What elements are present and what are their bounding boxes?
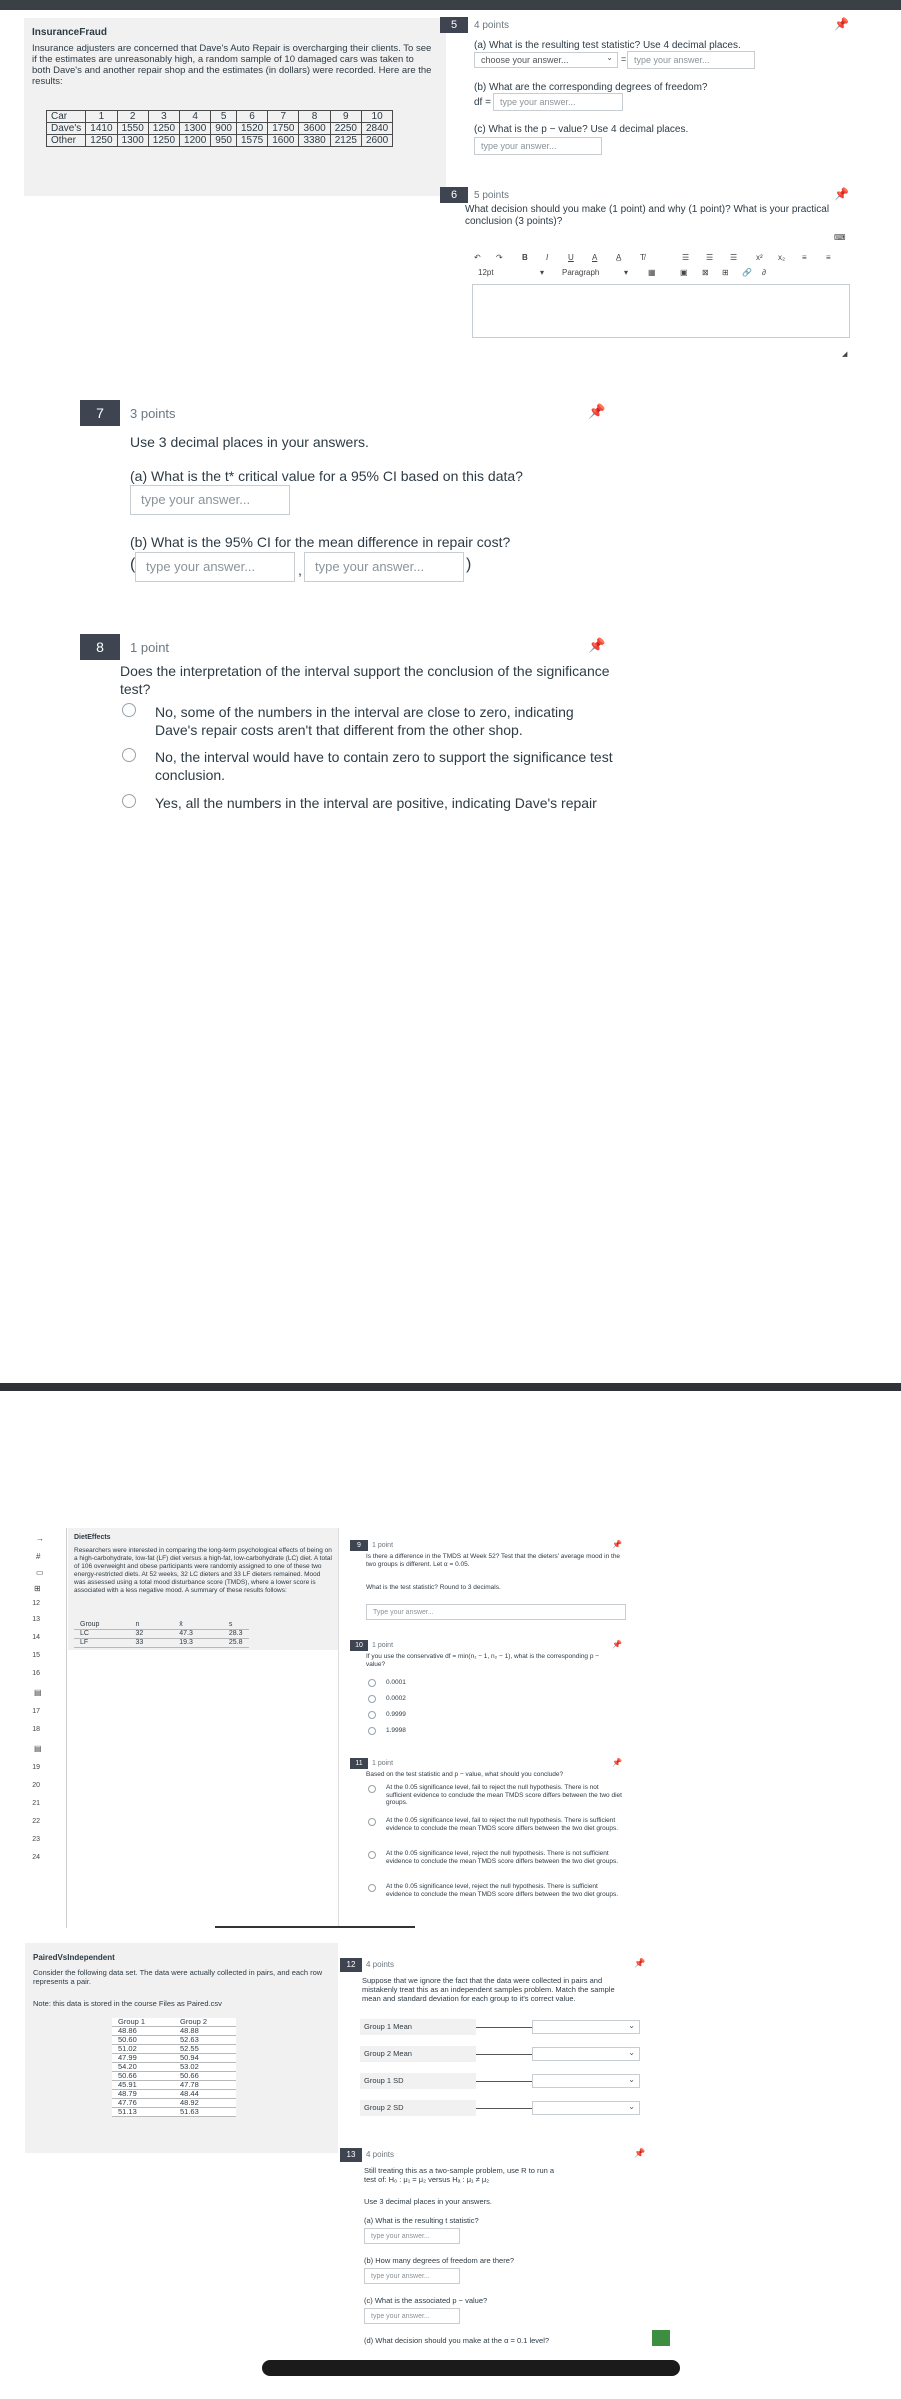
table-cell: 48.44 (174, 2090, 236, 2099)
table-cell: 1410 (86, 123, 117, 135)
top-window-bar (0, 0, 901, 10)
q13b-input[interactable]: type your answer... (364, 2268, 460, 2284)
question-9-sub: What is the test statistic? Round to 3 decimals. (366, 1584, 501, 1591)
sidebar-item[interactable]: 15 (32, 1652, 40, 1659)
bottom-drawer-handle[interactable] (262, 2360, 680, 2376)
table-cell: 47.78 (174, 2081, 236, 2090)
table-cell: 45.91 (112, 2081, 174, 2090)
editor-toolbar (472, 250, 850, 280)
q5b-input[interactable]: type your answer... (493, 93, 623, 111)
table-cell: 10 (361, 111, 392, 123)
table-cell: 900 (211, 123, 237, 135)
table-cell: 47.3 (149, 1630, 199, 1639)
sidebar-item[interactable]: 12 (32, 1600, 40, 1607)
panel-divider (338, 1528, 339, 1928)
q8-option-label[interactable]: No, some of the numbers in the interval are close to zero, indicating Dave's repair costs aren't that different from the other shop. (155, 704, 574, 738)
q10-option-label[interactable]: 1.9998 (386, 1727, 406, 1734)
table-cell: 52.63 (174, 2036, 236, 2045)
table-cell: 7 (268, 111, 299, 123)
table-cell: 50.66 (174, 2072, 236, 2081)
table-cell: 53.02 (174, 2063, 236, 2072)
list-icon[interactable]: ▤ (34, 1688, 42, 1697)
table-cell: 1575 (236, 135, 267, 147)
question-13c-text: (c) What is the associated p − value? (364, 2296, 488, 2305)
question-9-points: 1 point (372, 1542, 394, 1549)
table-cell: 1550 (117, 123, 148, 135)
q10-option-radio[interactable] (368, 1695, 376, 1703)
pin-icon[interactable]: 📌 (588, 403, 606, 419)
table-cell: x̄ (149, 1621, 199, 1630)
question-13-number: 13 (340, 2148, 362, 2162)
calendar-icon[interactable]: ▭ (36, 1568, 44, 1577)
question-9-text: Is there a difference in the TMDS at Week 52? Test that the dieters' average mood in the two groups is different. Let α = 0.05. (366, 1553, 621, 1568)
insurance-table (46, 110, 393, 147)
table-cell: 1300 (180, 123, 211, 135)
question-13b-text: (b) How many degrees of freedom are there? (364, 2256, 515, 2265)
match-line (476, 2054, 532, 2055)
q11-option-radio[interactable] (368, 1818, 376, 1826)
q8-option-radio[interactable] (122, 794, 136, 808)
undo-icon[interactable]: ↶ (474, 253, 481, 262)
table-cell: 5 (211, 111, 237, 123)
match-select[interactable] (532, 2020, 640, 2034)
q11-option-radio[interactable] (368, 1785, 376, 1793)
table-cell: 51.02 (112, 2045, 174, 2054)
table-cell: 3600 (299, 123, 330, 135)
q11-option-radio[interactable] (368, 1884, 376, 1892)
q10-option-radio[interactable] (368, 1711, 376, 1719)
table-header-row (74, 1621, 249, 1630)
table-cell: Group 1 (112, 2018, 174, 2027)
q11-option-label[interactable]: At the 0.05 significance level, fail to reject the null hypothesis. There is sufficient evidence to conclude the mean TMDS score differs between the two diet groups. (386, 1817, 619, 1832)
paired-table (112, 2018, 236, 2117)
question-12-text: Suppose that we ignore the fact that the data were collected in pairs and mistakenly treat this as an independent samples problem. Match the sample mean and standard deviation for each group to it's correct value. (362, 1976, 615, 2003)
pin-icon[interactable]: 📌 (834, 17, 849, 31)
question-13d-text: (d) What decision should you make at the α = 0.1 level? (364, 2336, 550, 2345)
q8-option-radio[interactable] (122, 748, 136, 762)
image-icon[interactable]: ▣ (680, 268, 688, 277)
paired-note: Note: this data is stored in the course Files as Paired.csv (33, 1999, 222, 2008)
sidebar-item[interactable]: 19 (32, 1764, 40, 1771)
table-cell: 28.3 (199, 1630, 249, 1639)
table-cell: 3 (148, 111, 179, 123)
diet-body: Researchers were interested in comparing the long-term psychological effects of being on a high-carbohydrate, low-fat (LF) diet versus a high-fat, low-carbohydrate (LC) diet. A total of 106 overweight and obese participants were randomly assigned to one of these two energy-restricted diets. At 52 weeks, 32 LC dieters and 33 LF dieters remained. Mood was assessed using a total mood disturbance score (TMDS), where a lower score is associated with a less negative mood. A summary of these results follows: (74, 1547, 332, 1594)
table-cell: 2 (117, 111, 148, 123)
table-cell: 50.94 (174, 2054, 236, 2063)
q11-option-radio[interactable] (368, 1851, 376, 1859)
question-8-number: 8 (80, 634, 120, 660)
align-center-icon[interactable]: ☰ (706, 253, 714, 262)
sidebar-item[interactable]: 14 (32, 1634, 40, 1641)
q9-input[interactable]: Type your answer... (366, 1604, 626, 1620)
match-line (476, 2081, 532, 2082)
keyboard-icon[interactable]: ⌨ (834, 233, 846, 242)
question-7b-text: (b) What is the 95% CI for the mean difference in repair cost? (130, 534, 511, 550)
align-left-icon[interactable]: ☰ (682, 253, 690, 262)
green-status-marker (652, 2330, 670, 2346)
table-cell: Car (47, 111, 86, 123)
match-line (476, 2027, 532, 2028)
q7b-upper-input[interactable]: type your answer... (304, 552, 464, 582)
numbered-list-icon[interactable]: ≡ (826, 253, 831, 262)
q7a-input[interactable]: type your answer... (130, 485, 290, 515)
chevron-down-icon: ▾ (624, 268, 629, 277)
table-cell: s (199, 1621, 249, 1630)
subscript-icon[interactable]: x₂ (778, 253, 786, 262)
table-row (47, 123, 393, 135)
question-12-number: 12 (340, 1958, 362, 1972)
question-7-number: 7 (80, 400, 120, 426)
table-cell: Other (47, 135, 86, 147)
table-cell: 48.92 (174, 2099, 236, 2108)
q13c-input[interactable]: type your answer... (364, 2308, 460, 2324)
ci-comma: , (298, 562, 302, 578)
resize-handle-icon[interactable]: ◢ (842, 351, 848, 358)
table-cell: LC (74, 1630, 105, 1639)
table-cell: 52.55 (174, 2045, 236, 2054)
q10-option-label[interactable]: 0.0001 (386, 1679, 406, 1686)
table-row (74, 1639, 249, 1648)
table-cell: LF (74, 1639, 105, 1648)
bold-icon[interactable]: B (522, 253, 528, 262)
q10-option-radio[interactable] (368, 1727, 376, 1735)
q11-option-label[interactable]: At the 0.05 significance level, reject the null hypothesis. There is not sufficient evidence to conclude the mean TMDS score differs between the two diet groups. (386, 1850, 619, 1865)
question-11-points: 1 point (372, 1760, 394, 1767)
italic-icon[interactable]: I (546, 253, 549, 262)
question-13-points: 4 points (366, 2150, 395, 2159)
table-cell: 47.76 (112, 2099, 174, 2108)
underline-icon[interactable]: U (568, 253, 574, 262)
q8-option-label[interactable]: No, the interval would have to contain zero to support the significance test conclusion. (155, 749, 613, 783)
question-8-text: Does the interpretation of the interval support the conclusion of the significance test? (120, 663, 610, 697)
question-7a-text: (a) What is the t* critical value for a 95% CI based on this data? (130, 468, 523, 484)
chevron-down-icon: ⌄ (628, 2102, 635, 2111)
question-10-number: 10 (350, 1640, 368, 1651)
table-cell: 1600 (268, 135, 299, 147)
table-cell: 47.99 (112, 2054, 174, 2063)
question-13a-text: (a) What is the resulting t statistic? (364, 2216, 479, 2225)
media-icon[interactable]: ⊠ (702, 268, 709, 277)
ci-close-paren: ) (466, 556, 472, 573)
table-header-row (47, 111, 393, 123)
sidebar-item[interactable]: 21 (32, 1800, 40, 1807)
q5a-input[interactable]: type your answer... (627, 51, 755, 69)
table-cell: 4 (180, 111, 211, 123)
df-label: df = (474, 97, 491, 108)
question-6-points: 5 points (474, 190, 510, 201)
diet-table (74, 1621, 249, 1648)
question-5c-text: (c) What is the p − value? Use 4 decimal places. (474, 124, 689, 135)
pin-icon[interactable]: 📌 (612, 1758, 622, 1767)
question-5-number: 5 (440, 17, 468, 33)
q10-option-label[interactable]: 0.9999 (386, 1711, 406, 1718)
pin-icon[interactable]: 📌 (634, 2148, 646, 2158)
question-5b-text: (b) What are the corresponding degrees of freedom? (474, 82, 708, 93)
table-cell: 1300 (117, 135, 148, 147)
question-5-points: 4 points (474, 20, 510, 31)
pin-icon[interactable]: 📌 (588, 637, 606, 653)
match-select[interactable] (532, 2074, 640, 2088)
question-10-text: If you use the conservative df = min(n₁ − 1, n₂ − 1), what is the corresponding p − value? (366, 1653, 600, 1668)
table-cell: 48.88 (174, 2027, 236, 2036)
list-icon[interactable]: ▤ (34, 1744, 42, 1753)
sidebar-item[interactable]: 22 (32, 1818, 40, 1825)
chevron-down-icon: ⌄ (628, 2021, 635, 2030)
table-cell: 50.60 (112, 2036, 174, 2045)
sidebar-item[interactable]: 24 (32, 1854, 40, 1861)
insurance-title: InsuranceFraud (32, 27, 108, 38)
table-cell: 54.20 (112, 2063, 174, 2072)
q13a-input[interactable]: type your answer... (364, 2228, 460, 2244)
pin-icon[interactable]: 📌 (612, 1640, 622, 1649)
table-cell: 1 (86, 111, 117, 123)
q5a-select[interactable] (474, 52, 618, 68)
q10-option-label[interactable]: 0.0002 (386, 1695, 406, 1702)
diet-title: DietEffects (74, 1534, 111, 1541)
pin-icon[interactable]: 📌 (634, 1958, 646, 1968)
sidebar-item[interactable]: 23 (32, 1836, 40, 1843)
q11-option-label[interactable]: At the 0.05 significance level, reject the null hypothesis. There is sufficient evidence to conclude the mean TMDS score differs between the two diet groups. (386, 1883, 619, 1898)
clear-format-icon[interactable]: T̸ (640, 253, 645, 262)
paragraph-select[interactable]: Paragraph (562, 268, 600, 277)
table-cell: 950 (211, 135, 237, 147)
sidebar-item[interactable]: 20 (32, 1782, 40, 1789)
question-6-number: 6 (440, 187, 468, 203)
table-cell: 50.66 (112, 2072, 174, 2081)
align-right-icon[interactable]: ☰ (730, 253, 738, 262)
equals-sign: = (621, 54, 627, 64)
table-cell: 19.3 (149, 1639, 199, 1648)
chevron-down-icon: ⌄ (606, 53, 613, 62)
table-cell: 3380 (299, 135, 330, 147)
table-cell: 33 (105, 1639, 149, 1648)
link-icon[interactable]: 🔗 (742, 268, 752, 277)
table-cell: Group (74, 1621, 105, 1630)
question-10-points: 1 point (372, 1642, 394, 1649)
question-13-text: Still treating this as a two-sample problem, use R to run a test of: H₀ : μ₁ = μ₂ versus Hₐ : μ₁ ≠ μ₂ (364, 2166, 555, 2184)
table-icon[interactable]: ▦ (648, 268, 656, 277)
table-row (74, 1630, 249, 1639)
table-cell: 2840 (361, 123, 392, 135)
table-cell: Dave's (47, 123, 86, 135)
match-label: Group 1 Mean (360, 2019, 476, 2035)
table-cell: 25.8 (199, 1639, 249, 1648)
table-cell: 2250 (330, 123, 361, 135)
question-11-number: 11 (350, 1758, 368, 1769)
hash-icon[interactable]: # (36, 1552, 41, 1561)
match-label: Group 2 Mean (360, 2046, 476, 2062)
question-8-points: 1 point (130, 640, 170, 655)
chevron-down-icon: ⌄ (628, 2048, 635, 2057)
superscript-icon[interactable]: x² (756, 253, 763, 262)
q5a-select-value: choose your answer... (481, 55, 569, 65)
left-sidebar (18, 1528, 67, 1928)
question-7-points: 3 points (130, 406, 176, 421)
q6-rich-text-area[interactable] (472, 284, 850, 338)
redo-icon[interactable]: ↷ (496, 253, 503, 262)
match-select[interactable] (532, 2101, 640, 2115)
table-row (112, 2108, 236, 2117)
table-cell: 48.86 (112, 2027, 174, 2036)
section-divider-bar (0, 1383, 901, 1391)
question-13-intro: Use 3 decimal places in your answers. (364, 2197, 492, 2206)
q8-option-label[interactable]: Yes, all the numbers in the interval are positive, indicating Dave's repair (155, 795, 597, 811)
table-cell: 1250 (148, 135, 179, 147)
q5c-input[interactable]: type your answer... (474, 137, 602, 155)
question-6-text: What decision should you make (1 point) and why (1 point)? What is your practical conclusion (3 points)? (465, 204, 830, 227)
chevron-down-icon: ▾ (540, 268, 545, 277)
table-cell: 1750 (268, 123, 299, 135)
table-cell: 1250 (86, 135, 117, 147)
table-cell: 51.63 (174, 2108, 236, 2117)
match-line (476, 2108, 532, 2109)
question-7-intro: Use 3 decimal places in your answers. (130, 434, 369, 450)
font-size-select[interactable]: 12pt (478, 268, 494, 277)
table-cell: 6 (236, 111, 267, 123)
paired-body: Consider the following data set. The data were actually collected in pairs, and each row represents a pair. (33, 1968, 323, 1986)
pin-icon[interactable]: 📌 (834, 187, 849, 201)
q7b-lower-input[interactable]: type your answer... (135, 552, 295, 582)
sidebar-item[interactable]: 13 (32, 1616, 40, 1623)
table-cell: n (105, 1621, 149, 1630)
table-cell: Group 2 (174, 2018, 236, 2027)
chevron-down-icon: ⌄ (628, 2075, 635, 2084)
match-label: Group 2 SD (360, 2100, 476, 2116)
q11-option-label[interactable]: At the 0.05 significance level, fail to reject the null hypothesis. There is not sufficient evidence to conclude the mean TMDS score differs between the two diet groups. (386, 1784, 622, 1806)
match-select[interactable] (532, 2047, 640, 2061)
q8-option-radio[interactable] (122, 703, 136, 717)
table-cell: 51.13 (112, 2108, 174, 2117)
question-9-number: 9 (350, 1540, 368, 1551)
table-cell: 9 (330, 111, 361, 123)
table-cell: 32 (105, 1630, 149, 1639)
table-cell: 48.79 (112, 2090, 174, 2099)
paired-title: PairedVsIndependent (33, 1953, 115, 1962)
table-cell: 8 (299, 111, 330, 123)
horizontal-scrollbar[interactable] (215, 1926, 415, 1928)
table-cell: 1200 (180, 135, 211, 147)
question-11-text: Based on the test statistic and p − value, what should you conclude? (366, 1771, 564, 1778)
table-cell: 2125 (330, 135, 361, 147)
highlight-icon[interactable]: A̲ (616, 253, 622, 262)
bullet-list-icon[interactable]: ≡ (802, 253, 807, 262)
table-cell: 1520 (236, 123, 267, 135)
embed-icon[interactable]: ⊞ (722, 268, 729, 277)
pin-icon[interactable]: 📌 (612, 1540, 622, 1549)
sidebar-item[interactable]: 18 (32, 1726, 40, 1733)
sidebar-item[interactable]: 17 (32, 1708, 40, 1715)
insurance-body: Insurance adjusters are concerned that Dave's Auto Repair is overcharging their clients. To see if the estimates are unreasonably high, a random sample of 10 damaged cars was taken to both Dave's and another repair shop and the estimates (in dollars) were recorded. Here are the results: (32, 43, 432, 87)
match-label: Group 1 SD (360, 2073, 476, 2089)
arrow-right-icon[interactable]: → (36, 1534, 44, 1543)
q10-option-radio[interactable] (368, 1679, 376, 1687)
equation-icon[interactable]: ∂ (762, 268, 766, 277)
sidebar-item[interactable]: 16 (32, 1670, 40, 1677)
ci-open-paren: ( (130, 556, 136, 573)
table-cell: 2600 (361, 135, 392, 147)
grid-icon[interactable]: ⊞ (34, 1584, 41, 1593)
question-12-points: 4 points (366, 1960, 395, 1969)
text-color-icon[interactable]: A (592, 253, 598, 262)
table-row (47, 135, 393, 147)
question-5a-text: (a) What is the resulting test statistic? Use 4 decimal places. (474, 40, 741, 51)
table-cell: 1250 (148, 123, 179, 135)
